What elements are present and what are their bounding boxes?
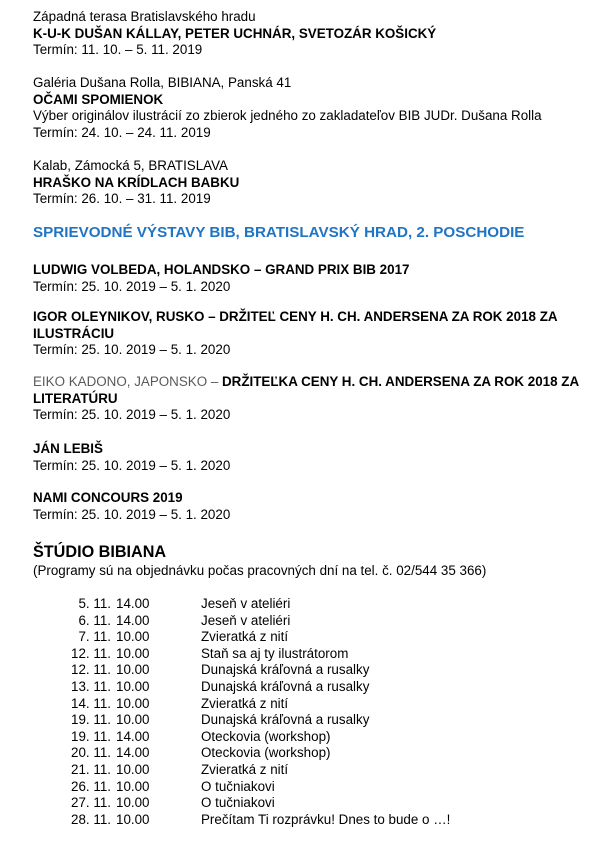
exhibition-title-artist: EIKO KADONO, JAPONSKO –	[33, 374, 223, 389]
schedule-title: Jeseň v ateliéri	[201, 612, 291, 628]
exhibition-term: Termín: 24. 10. – 24. 11. 2019	[33, 124, 211, 140]
schedule-title: Oteckovia (workshop)	[201, 745, 331, 761]
venue-block	[33, 75, 581, 141]
exhibition-title: NAMI CONCOURS 2019	[33, 490, 183, 505]
schedule-title: Jeseň v ateliéri	[201, 596, 291, 611]
venue-location: Západná terasa Bratislavského hradu	[33, 9, 256, 24]
schedule-row	[33, 745, 581, 762]
schedule-row	[33, 679, 581, 696]
studio-schedule	[33, 596, 581, 828]
schedule-title: Dunajská kráľovná a rusalky	[201, 712, 370, 728]
exhibition-term: Termín: 25. 10. 2019 – 5. 1. 2020	[33, 457, 231, 473]
schedule-title: Oteckovia (workshop)	[201, 728, 331, 744]
schedule-row	[33, 596, 581, 613]
schedule-time: 10.00	[116, 678, 150, 694]
schedule-time: 14.00	[116, 745, 150, 761]
exhibition-title: IGOR OLEYNIKOV, RUSKO – DRŽITEĽ CENY H. CH. ANDERSENA ZA ROK 2018 ZA ILUSTRÁCIU	[33, 309, 558, 341]
venue-block	[33, 158, 581, 208]
schedule-date: 27. 11.	[71, 795, 111, 811]
exhibition-term: Termín: 25. 10. 2019 – 5. 1. 2020	[33, 506, 231, 522]
accompanying-item	[33, 374, 581, 424]
schedule-time: 14.00	[116, 612, 150, 628]
schedule-row	[33, 629, 581, 646]
schedule-row	[33, 779, 581, 796]
schedule-date: 5. 11.	[78, 596, 111, 611]
exhibition-title: DRŽITEĽKA CENY H. CH. ANDERSENA ZA ROK 2018 ZA LITERATÚRU	[33, 374, 579, 406]
schedule-date: 14. 11.	[71, 695, 111, 711]
schedule-row	[33, 795, 581, 812]
schedule-title: Dunajská kráľovná a rusalky	[201, 678, 370, 694]
schedule-time: 10.00	[116, 761, 150, 777]
section-heading-studio: ŠTÚDIO BIBIANA	[33, 543, 167, 561]
venue-location: Kalab, Zámocká 5, BRATISLAVA	[33, 158, 228, 173]
schedule-time: 10.00	[116, 629, 150, 645]
schedule-row	[33, 812, 581, 829]
schedule-row	[33, 662, 581, 679]
schedule-time: 14.00	[116, 596, 150, 611]
schedule-time: 14.00	[116, 728, 150, 744]
schedule-date: 28. 11.	[71, 811, 111, 827]
venue-block	[33, 9, 581, 59]
schedule-time: 10.00	[116, 645, 150, 661]
schedule-title: O tučniakovi	[201, 795, 275, 811]
exhibition-title: OČAMI SPOMIENOK	[33, 91, 164, 107]
venue-location: Galéria Dušana Rolla, BIBIANA, Panská 41	[33, 75, 292, 90]
accompanying-item	[33, 262, 581, 295]
exhibition-title: K-U-K DUŠAN KÁLLAY, PETER UCHNÁR, SVETOZÁR KOŠICKÝ	[33, 25, 437, 41]
schedule-title: Zvieratká z nití	[201, 761, 289, 777]
schedule-title: Staň sa aj ty ilustrátorom	[201, 645, 349, 661]
exhibition-title: HRAŠKO NA KRÍDLACH BABKU	[33, 174, 240, 190]
schedule-row	[33, 762, 581, 779]
exhibition-term: Termín: 26. 10. – 31. 11. 2019	[33, 191, 211, 207]
schedule-title: Zvieratká z nití	[201, 695, 289, 711]
exhibition-term: Termín: 25. 10. 2019 – 5. 1. 2020	[33, 278, 231, 294]
schedule-time: 10.00	[116, 712, 150, 728]
schedule-date: 20. 11.	[71, 745, 111, 761]
schedule-row	[33, 712, 581, 729]
exhibition-term: Termín: 25. 10. 2019 – 5. 1. 2020	[33, 407, 231, 423]
schedule-row	[33, 646, 581, 663]
section-heading-accompanying: SPRIEVODNÉ VÝSTAVY BIB, BRATISLAVSKÝ HRAD, 2. POSCHODIE	[33, 224, 525, 241]
schedule-row	[33, 613, 581, 630]
exhibition-term: Termín: 25. 10. 2019 – 5. 1. 2020	[33, 342, 231, 358]
schedule-title: Zvieratká z nití	[201, 629, 289, 645]
schedule-date: 12. 11.	[71, 645, 111, 661]
exhibition-term: Termín: 11. 10. – 5. 11. 2019	[33, 42, 203, 58]
exhibition-description: Výber originálov ilustrácií zo zbierok jedného zo zakladateľov BIB JUDr. Dušana Rolla	[33, 108, 542, 124]
schedule-date: 7. 11.	[78, 629, 111, 645]
schedule-time: 10.00	[116, 795, 150, 811]
schedule-time: 10.00	[116, 811, 150, 827]
schedule-title: Prečítam Ti rozprávku! Dnes to bude o …!	[201, 811, 451, 827]
schedule-title: O tučniakovi	[201, 778, 275, 794]
exhibition-title: LUDWIG VOLBEDA, HOLANDSKO – GRAND PRIX BIB 2017	[33, 262, 410, 277]
exhibition-title: JÁN LEBIŠ	[33, 441, 103, 456]
schedule-title: Dunajská kráľovná a rusalky	[201, 662, 370, 678]
schedule-date: 12. 11.	[71, 662, 111, 678]
schedule-row	[33, 729, 581, 746]
schedule-time: 10.00	[116, 778, 150, 794]
schedule-date: 21. 11.	[71, 761, 111, 777]
schedule-date: 6. 11.	[78, 612, 111, 628]
schedule-date: 19. 11.	[71, 728, 111, 744]
schedule-row	[33, 696, 581, 713]
schedule-time: 10.00	[116, 695, 150, 711]
accompanying-item	[33, 490, 581, 523]
schedule-time: 10.00	[116, 662, 150, 678]
schedule-date: 19. 11.	[71, 712, 111, 728]
schedule-date: 13. 11.	[71, 678, 111, 694]
accompanying-item	[33, 309, 581, 359]
schedule-date: 26. 11.	[71, 778, 111, 794]
accompanying-item	[33, 441, 581, 474]
studio-note: (Programy sú na objednávku počas pracovných dní na tel. č. 02/544 35 366)	[33, 563, 487, 578]
